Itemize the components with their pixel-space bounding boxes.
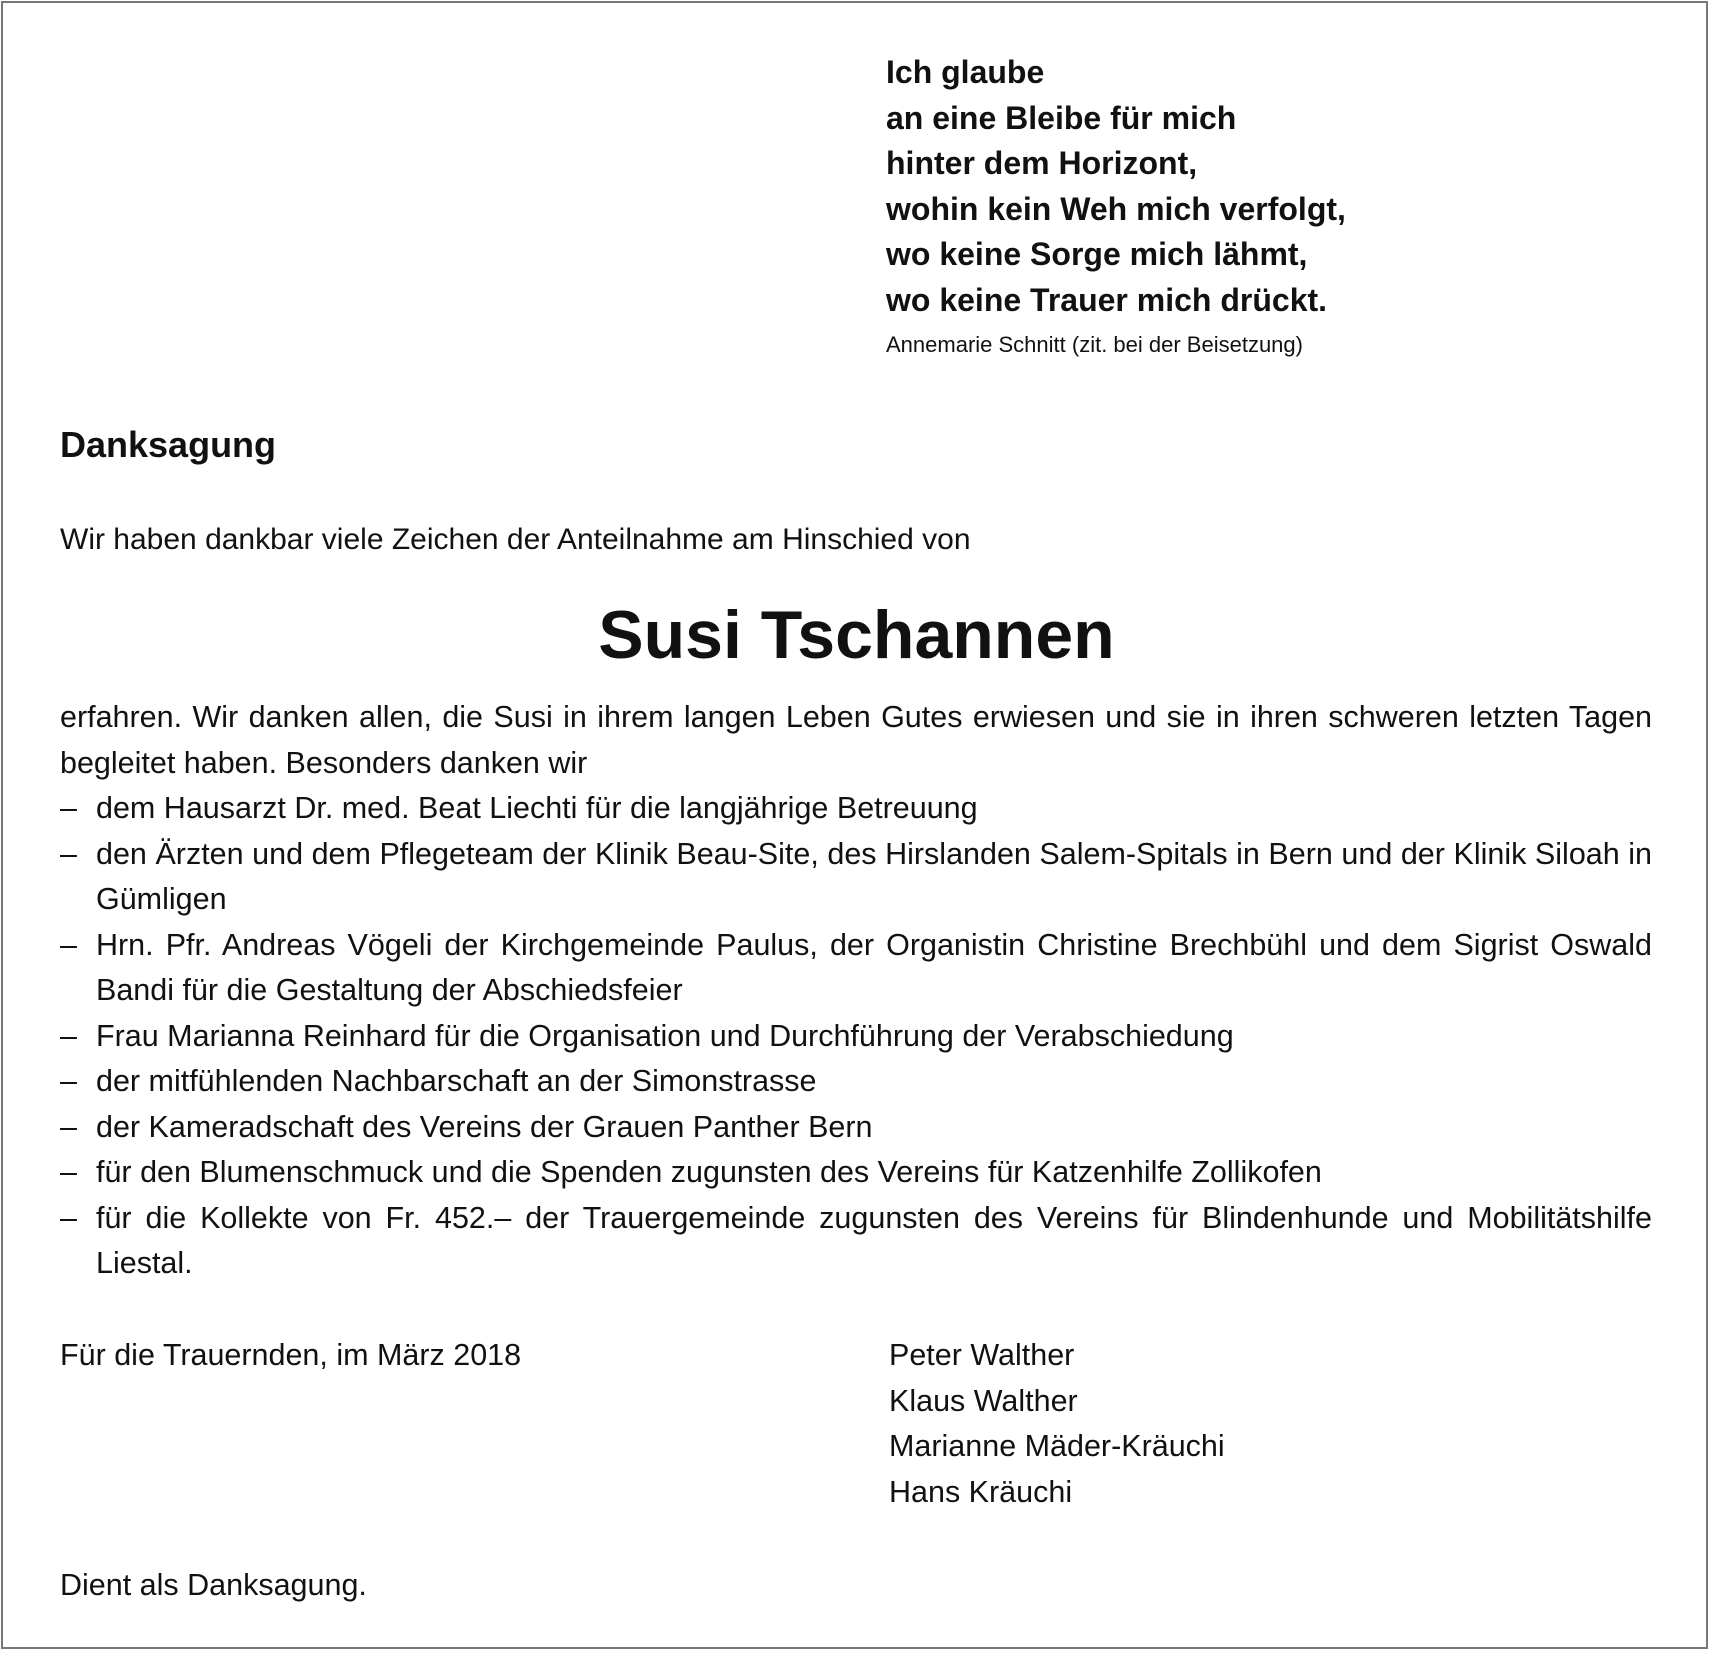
list-item: – Frau Marianna Reinhard für die Organisation und Durchführung der Verabschiedung	[60, 1014, 1652, 1060]
list-item: – dem Hausarzt Dr. med. Beat Liechti für die langjährige Betreuung	[60, 786, 1652, 832]
signatory-name: Marianne Mäder-Kräuchi	[889, 1429, 1225, 1463]
signatory-name: Klaus Walther	[889, 1383, 1078, 1418]
poem-line: wo keine Trauer mich drückt.	[886, 281, 1328, 318]
deceased-name: Susi Tschannen	[598, 597, 1115, 673]
list-item: – für die Kollekte von Fr. 452.– der Trauergemeinde zugunsten des Vereins für Blindenhunde und Mobilitätshilfe Liestal.	[60, 1196, 1652, 1287]
poem-source: Annemarie Schnitt (zit. bei der Beisetzung)	[886, 332, 1303, 357]
intro-text: Wir haben dankbar viele Zeichen der Anteilnahme am Hinschied von	[60, 523, 971, 556]
poem-line: an eine Bleibe für mich	[886, 99, 1237, 136]
thanks-paragraph: erfahren. Wir danken allen, die Susi in ihrem langen Leben Gutes erwiesen und sie in ihren schweren letzten Tagen begleitet haben. Besonders danken wir	[60, 700, 1652, 780]
poem-block	[886, 50, 1646, 365]
body-text	[60, 695, 1652, 1287]
footer-note: Dient als Danksagung.	[60, 1568, 367, 1602]
poem-line: Ich glaube	[886, 54, 1045, 90]
signatory-name: Hans Kräuchi	[889, 1474, 1073, 1509]
thanks-list	[60, 786, 1652, 1287]
signatory-name: Peter Walther	[889, 1338, 1075, 1372]
list-item: – der mitfühlenden Nachbarschaft an der Simonstrasse	[60, 1059, 1652, 1105]
list-item: – der Kameradschaft des Vereins der Grauen Panther Bern	[60, 1105, 1652, 1151]
poem-line: hinter dem Horizont,	[886, 145, 1198, 181]
closing-line: Für die Trauernden, im März 2018	[60, 1338, 522, 1372]
list-item: – für den Blumenschmuck und die Spenden zugunsten des Vereins für Katzenhilfe Zollikofen	[60, 1150, 1652, 1196]
page-title: Danksagung	[60, 424, 277, 465]
poem-line: wohin kein Weh mich verfolgt,	[886, 190, 1346, 227]
poem-line: wo keine Sorge mich lähmt,	[886, 236, 1308, 272]
list-item: – Hrn. Pfr. Andreas Vögeli der Kirchgemeinde Paulus, der Organistin Christine Brechbühl und dem Sigrist Oswald Bandi für die Gestaltung der Abschiedsfeier	[60, 923, 1652, 1014]
list-item: – den Ärzten und dem Pflegeteam der Klinik Beau-Site, des Hirslanden Salem-Spitals in Bern und der Klinik Siloah in Gümligen	[60, 832, 1652, 923]
signatories	[889, 1333, 1225, 1515]
